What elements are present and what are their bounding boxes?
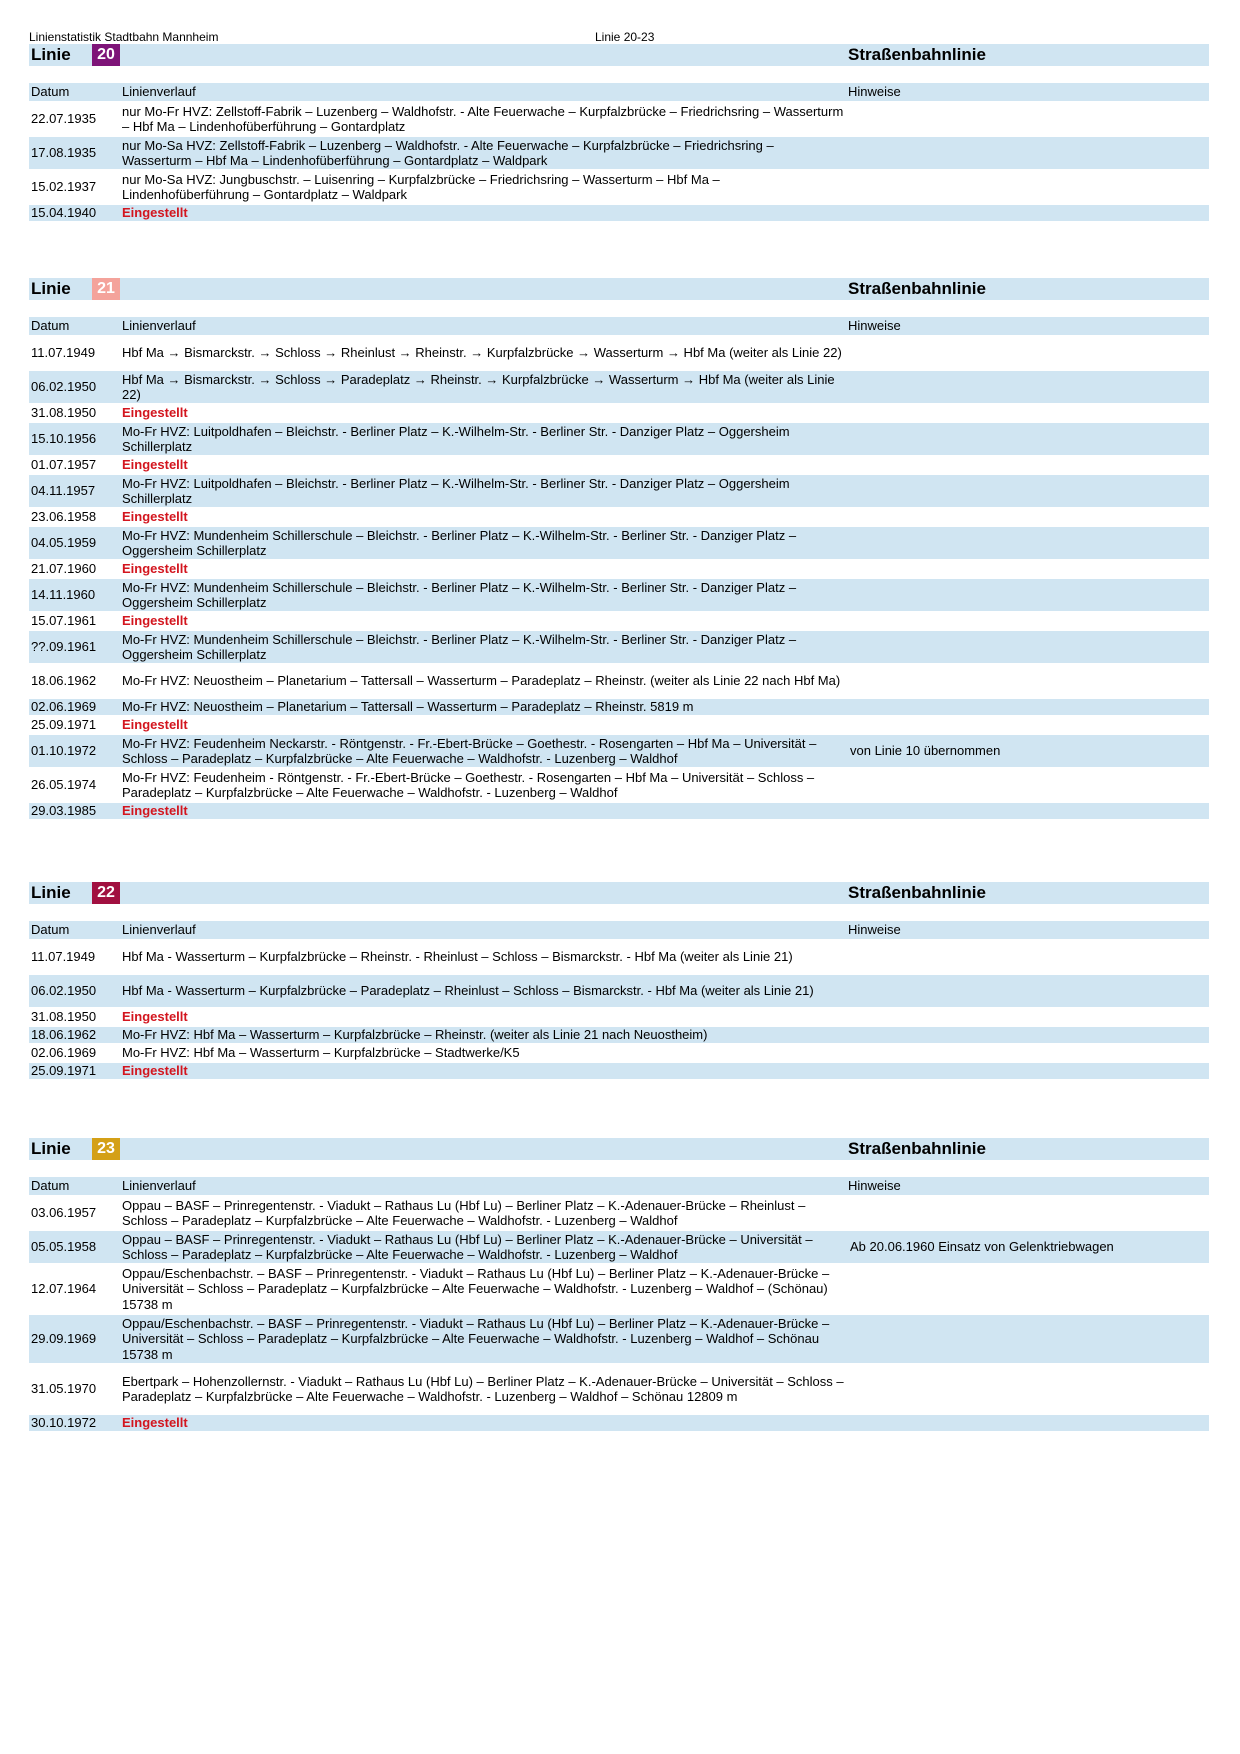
line-type-label: Straßenbahnlinie — [848, 1139, 986, 1158]
row-route: Mo-Fr HVZ: Feudenheim Neckarstr. - Röntgenstr. - Fr.-Ebert-Brücke – Goethestr. - Rosengarten – Hbf Ma – Universität – Schloss – Paradeplatz – Kurpfalzbrücke – Alte Feuerwache – Waldhofstr. - Luzenberg – Waldhof — [122, 735, 817, 766]
table-row — [29, 579, 1209, 611]
table-row — [29, 475, 1209, 507]
document-title: Linienstatistik Stadtbahn Mannheim — [29, 30, 219, 44]
row-route: Mo-Fr HVZ: Luitpoldhafen – Bleichstr. - Berliner Platz – K.-Wilhelm-Str. - Berliner Str. - Danziger Platz – Oggersheim Schillerplatz — [122, 423, 790, 454]
row-route: nur Mo-Sa HVZ: Jungbuschstr. – Luisenring – Kurpfalzbrücke – Friedrichsring – Wasserturm – Hbf Ma – Lindenhofüberführung – Gontardplatz – Waldpark — [122, 171, 720, 202]
row-route: nur Mo-Sa HVZ: Zellstoff-Fabrik – Luzenberg – Waldhofstr. - Alte Feuerwache – Kurpfalzbrücke – Friedrichsring – Wasserturm – Hbf Ma – Lindenhofüberführung – Gontardplatz – Waldpark — [122, 137, 774, 168]
linie-label: Linie — [31, 45, 71, 64]
row-route: Mo-Fr HVZ: Neuostheim – Planetarium – Tattersall – Wasserturm – Paradeplatz – Rheinstr. (weiter als Linie 22 nach Hbf Ma) — [122, 673, 841, 689]
row-route-eingestellt: Eingestellt — [122, 1009, 188, 1025]
line-number-badge: 23 — [92, 1138, 120, 1160]
linie-label: Linie — [31, 883, 71, 902]
table-row — [29, 1415, 1209, 1431]
table-row — [29, 1231, 1209, 1263]
row-date: 18.06.1962 — [31, 1027, 97, 1043]
row-date: 02.06.1969 — [31, 1045, 97, 1061]
row-route: Mo-Fr HVZ: Luitpoldhafen – Bleichstr. - Berliner Platz – K.-Wilhelm-Str. - Berliner Str. - Danziger Platz – Oggersheim Schillerplatz — [122, 475, 790, 506]
col-note-header: Hinweise — [848, 1178, 901, 1193]
row-route: Hbf Ma → Bismarckstr. → Schloss → Rheinlust → Rheinstr. → Kurpfalzbrücke → Wasserturm → Hbf Ma (weiter als Linie 22) — [122, 345, 842, 361]
table-row — [29, 205, 1209, 221]
row-date: 26.05.1974 — [31, 777, 97, 793]
table-row — [29, 613, 1209, 629]
table-row — [29, 371, 1209, 403]
row-date: 15.02.1937 — [31, 179, 97, 195]
row-route: Oppau – BASF – Prinregentenstr. - Viadukt – Rathaus Lu (Hbf Lu) – Berliner Platz – K.-Adenauer-Brücke – Rheinlust – Schloss – Paradeplatz – Kurpfalzbrücke – Alte Feuerwache – Waldhofstr. - Luzenberg – Waldhof — [122, 1197, 806, 1228]
row-route-eingestellt: Eingestellt — [122, 1063, 188, 1079]
row-date: 12.07.1964 — [31, 1281, 97, 1297]
row-date: 25.09.1971 — [31, 1063, 97, 1079]
table-row — [29, 527, 1209, 559]
section-title-bar — [29, 882, 1209, 904]
row-route-eingestellt: Eingestellt — [122, 205, 188, 221]
table-row — [29, 457, 1209, 473]
row-date: 11.07.1949 — [31, 949, 96, 965]
row-route: Mo-Fr HVZ: Mundenheim Schillerschule – Bleichstr. - Berliner Platz – K.-Wilhelm-Str. - Berliner Str. - Danziger Platz – Oggersheim Schillerplatz — [122, 631, 797, 662]
column-header-row — [29, 83, 1209, 101]
col-date-header: Datum — [31, 318, 70, 333]
table-row — [29, 665, 1209, 697]
table-row — [29, 699, 1209, 715]
row-date: 15.07.1961 — [31, 613, 97, 629]
table-row — [29, 1063, 1209, 1079]
row-route: Mo-Fr HVZ: Neuostheim – Planetarium – Tattersall – Wasserturm – Paradeplatz – Rheinstr. 5819 m — [122, 699, 694, 715]
row-date: 29.03.1985 — [31, 803, 97, 819]
table-row — [29, 337, 1209, 369]
row-route-eingestellt: Eingestellt — [122, 405, 188, 421]
row-date: 18.06.1962 — [31, 673, 97, 689]
table-row — [29, 103, 1209, 135]
row-route-eingestellt: Eingestellt — [122, 717, 188, 733]
row-date: 06.02.1950 — [31, 983, 97, 999]
row-route: Mo-Fr HVZ: Hbf Ma – Wasserturm – Kurpfalzbrücke – Rheinstr. (weiter als Linie 21 nach Neuostheim) — [122, 1027, 708, 1043]
row-route-eingestellt: Eingestellt — [122, 561, 188, 577]
row-route: Mo-Fr HVZ: Feudenheim - Röntgenstr. - Fr.-Ebert-Brücke – Goethestr. - Rosengarten – Hbf Ma – Universität – Schloss – Paradeplatz – Kurpfalzbrücke – Alte Feuerwache – Waldhofstr. - Luzenberg – Waldhof — [122, 769, 815, 800]
col-date-header: Datum — [31, 84, 70, 99]
row-date: 31.05.1970 — [31, 1381, 97, 1397]
table-row — [29, 769, 1209, 801]
table-row — [29, 1265, 1209, 1313]
table-row — [29, 405, 1209, 421]
row-date: 01.07.1957 — [31, 457, 97, 473]
col-date-header: Datum — [31, 922, 70, 937]
page-range-label: Linie 20-23 — [595, 30, 655, 44]
section-title-bar — [29, 44, 1209, 66]
row-route-eingestellt: Eingestellt — [122, 457, 188, 473]
section-title-bar — [29, 1138, 1209, 1160]
row-date: 11.07.1949 — [31, 345, 96, 361]
table-row — [29, 975, 1209, 1007]
col-route-header: Linienverlauf — [122, 318, 196, 333]
section-linie-23 — [29, 1138, 1209, 1431]
section-linie-20 — [29, 44, 1209, 221]
section-linie-21 — [29, 278, 1209, 819]
row-date: 14.11.1960 — [31, 587, 96, 603]
col-route-header: Linienverlauf — [122, 922, 196, 937]
table-row — [29, 171, 1209, 203]
row-route-eingestellt: Eingestellt — [122, 509, 188, 525]
row-date: 22.07.1935 — [31, 111, 97, 127]
row-route: Hbf Ma → Bismarckstr. → Schloss → Paradeplatz → Rheinstr. → Kurpfalzbrücke → Wasserturm → Hbf Ma (weiter als Linie 22) — [122, 371, 835, 402]
line-type-label: Straßenbahnlinie — [848, 883, 986, 902]
row-note: Ab 20.06.1960 Einsatz von Gelenktriebwagen — [850, 1239, 1114, 1255]
line-number-badge: 22 — [92, 882, 120, 904]
row-date: 30.10.1972 — [31, 1415, 97, 1431]
row-date: ??.09.1961 — [31, 639, 97, 655]
col-note-header: Hinweise — [848, 84, 901, 99]
row-route: Oppau – BASF – Prinregentenstr. - Viadukt – Rathaus Lu (Hbf Lu) – Berliner Platz – K.-Adenauer-Brücke – Universität – Schloss – Paradeplatz – Kurpfalzbrücke – Alte Feuerwache – Waldhofstr. - Luzenberg – Waldhof — [122, 1231, 813, 1262]
row-route: Mo-Fr HVZ: Hbf Ma – Wasserturm – Kurpfalzbrücke – Stadtwerke/K5 — [122, 1045, 520, 1061]
line-type-label: Straßenbahnlinie — [848, 279, 986, 298]
row-date: 05.05.1958 — [31, 1239, 97, 1255]
row-date: 02.06.1969 — [31, 699, 97, 715]
row-route: Ebertpark – Hohenzollernstr. - Viadukt – Rathaus Lu (Hbf Lu) – Berliner Platz – K.-Adenauer-Brücke – Universität – Schloss – Paradeplatz – Kurpfalzbrücke – Alte Feuerwache – Waldhofstr. - Luzenberg – Waldhof – Schönau 12809 m — [122, 1373, 844, 1404]
table-row — [29, 137, 1209, 169]
row-date: 31.08.1950 — [31, 1009, 97, 1025]
row-route: Mo-Fr HVZ: Mundenheim Schillerschule – Bleichstr. - Berliner Platz – K.-Wilhelm-Str. - Berliner Str. - Danziger Platz – Oggersheim Schillerplatz — [122, 579, 797, 610]
row-route-eingestellt: Eingestellt — [122, 1415, 188, 1431]
table-row — [29, 561, 1209, 577]
column-header-row — [29, 921, 1209, 939]
column-header-row — [29, 1177, 1209, 1195]
row-date: 04.11.1957 — [31, 483, 96, 499]
linie-label: Linie — [31, 279, 71, 298]
row-date: 04.05.1959 — [31, 535, 97, 551]
table-row — [29, 735, 1209, 767]
table-row — [29, 803, 1209, 819]
table-row — [29, 1315, 1209, 1363]
table-row — [29, 1009, 1209, 1025]
line-number-badge: 21 — [92, 278, 120, 300]
row-route: nur Mo-Fr HVZ: Zellstoff-Fabrik – Luzenberg – Waldhofstr. - Alte Feuerwache – Kurpfalzbrücke – Friedrichsring – Wasserturm – Hbf Ma – Lindenhofüberführung – Gontardplatz — [122, 103, 844, 134]
row-date: 31.08.1950 — [31, 405, 97, 421]
table-row — [29, 717, 1209, 733]
col-route-header: Linienverlauf — [122, 1178, 196, 1193]
row-date: 01.10.1972 — [31, 743, 97, 759]
section-title-bar — [29, 278, 1209, 300]
row-date: 17.08.1935 — [31, 145, 97, 161]
col-note-header: Hinweise — [848, 922, 901, 937]
table-row — [29, 1365, 1209, 1413]
line-type-label: Straßenbahnlinie — [848, 45, 986, 64]
row-route: Hbf Ma - Wasserturm – Kurpfalzbrücke – Paradeplatz – Rheinlust – Schloss – Bismarckstr. - Hbf Ma (weiter als Linie 21) — [122, 983, 814, 999]
table-row — [29, 1197, 1209, 1229]
row-route: Hbf Ma - Wasserturm – Kurpfalzbrücke – Rheinstr. - Rheinlust – Schloss – Bismarckstr. - Hbf Ma (weiter als Linie 21) — [122, 949, 793, 965]
row-date: 25.09.1971 — [31, 717, 97, 733]
row-date: 23.06.1958 — [31, 509, 97, 525]
row-date: 03.06.1957 — [31, 1205, 97, 1221]
table-row — [29, 631, 1209, 663]
table-row — [29, 509, 1209, 525]
table-row — [29, 423, 1209, 455]
row-date: 15.10.1956 — [31, 431, 97, 447]
row-date: 21.07.1960 — [31, 561, 97, 577]
row-route: Oppau/Eschenbachstr. – BASF – Prinregentenstr. - Viadukt – Rathaus Lu (Hbf Lu) – Berliner Platz – K.-Adenauer-Brücke – Universität – Schloss – Paradeplatz – Kurpfalzbrücke – Alte Feuerwache – Waldhofstr. - Luzenberg – Waldhof – Schönau 15738 m — [122, 1315, 830, 1362]
column-header-row — [29, 317, 1209, 335]
row-route-eingestellt: Eingestellt — [122, 803, 188, 819]
page-header — [29, 30, 1209, 44]
row-route-eingestellt: Eingestellt — [122, 613, 188, 629]
col-note-header: Hinweise — [848, 318, 901, 333]
row-date: 06.02.1950 — [31, 379, 97, 395]
linie-label: Linie — [31, 1139, 71, 1158]
row-date: 15.04.1940 — [31, 205, 97, 221]
table-row — [29, 1027, 1209, 1043]
row-route: Oppau/Eschenbachstr. – BASF – Prinregentenstr. - Viadukt – Rathaus Lu (Hbf Lu) – Berliner Platz – K.-Adenauer-Brücke – Universität – Schloss – Paradeplatz – Kurpfalzbrücke – Alte Feuerwache – Waldhofstr. - Luzenberg – Waldhof – (Schönau) 15738 m — [122, 1265, 830, 1312]
table-row — [29, 941, 1209, 973]
row-date: 29.09.1969 — [31, 1331, 97, 1347]
col-route-header: Linienverlauf — [122, 84, 196, 99]
section-linie-22 — [29, 882, 1209, 1079]
col-date-header: Datum — [31, 1178, 70, 1193]
line-number-badge: 20 — [92, 44, 120, 66]
row-note: von Linie 10 übernommen — [850, 743, 1001, 759]
row-route: Mo-Fr HVZ: Mundenheim Schillerschule – Bleichstr. - Berliner Platz – K.-Wilhelm-Str. - Berliner Str. - Danziger Platz – Oggersheim Schillerplatz — [122, 527, 797, 558]
table-row — [29, 1045, 1209, 1061]
